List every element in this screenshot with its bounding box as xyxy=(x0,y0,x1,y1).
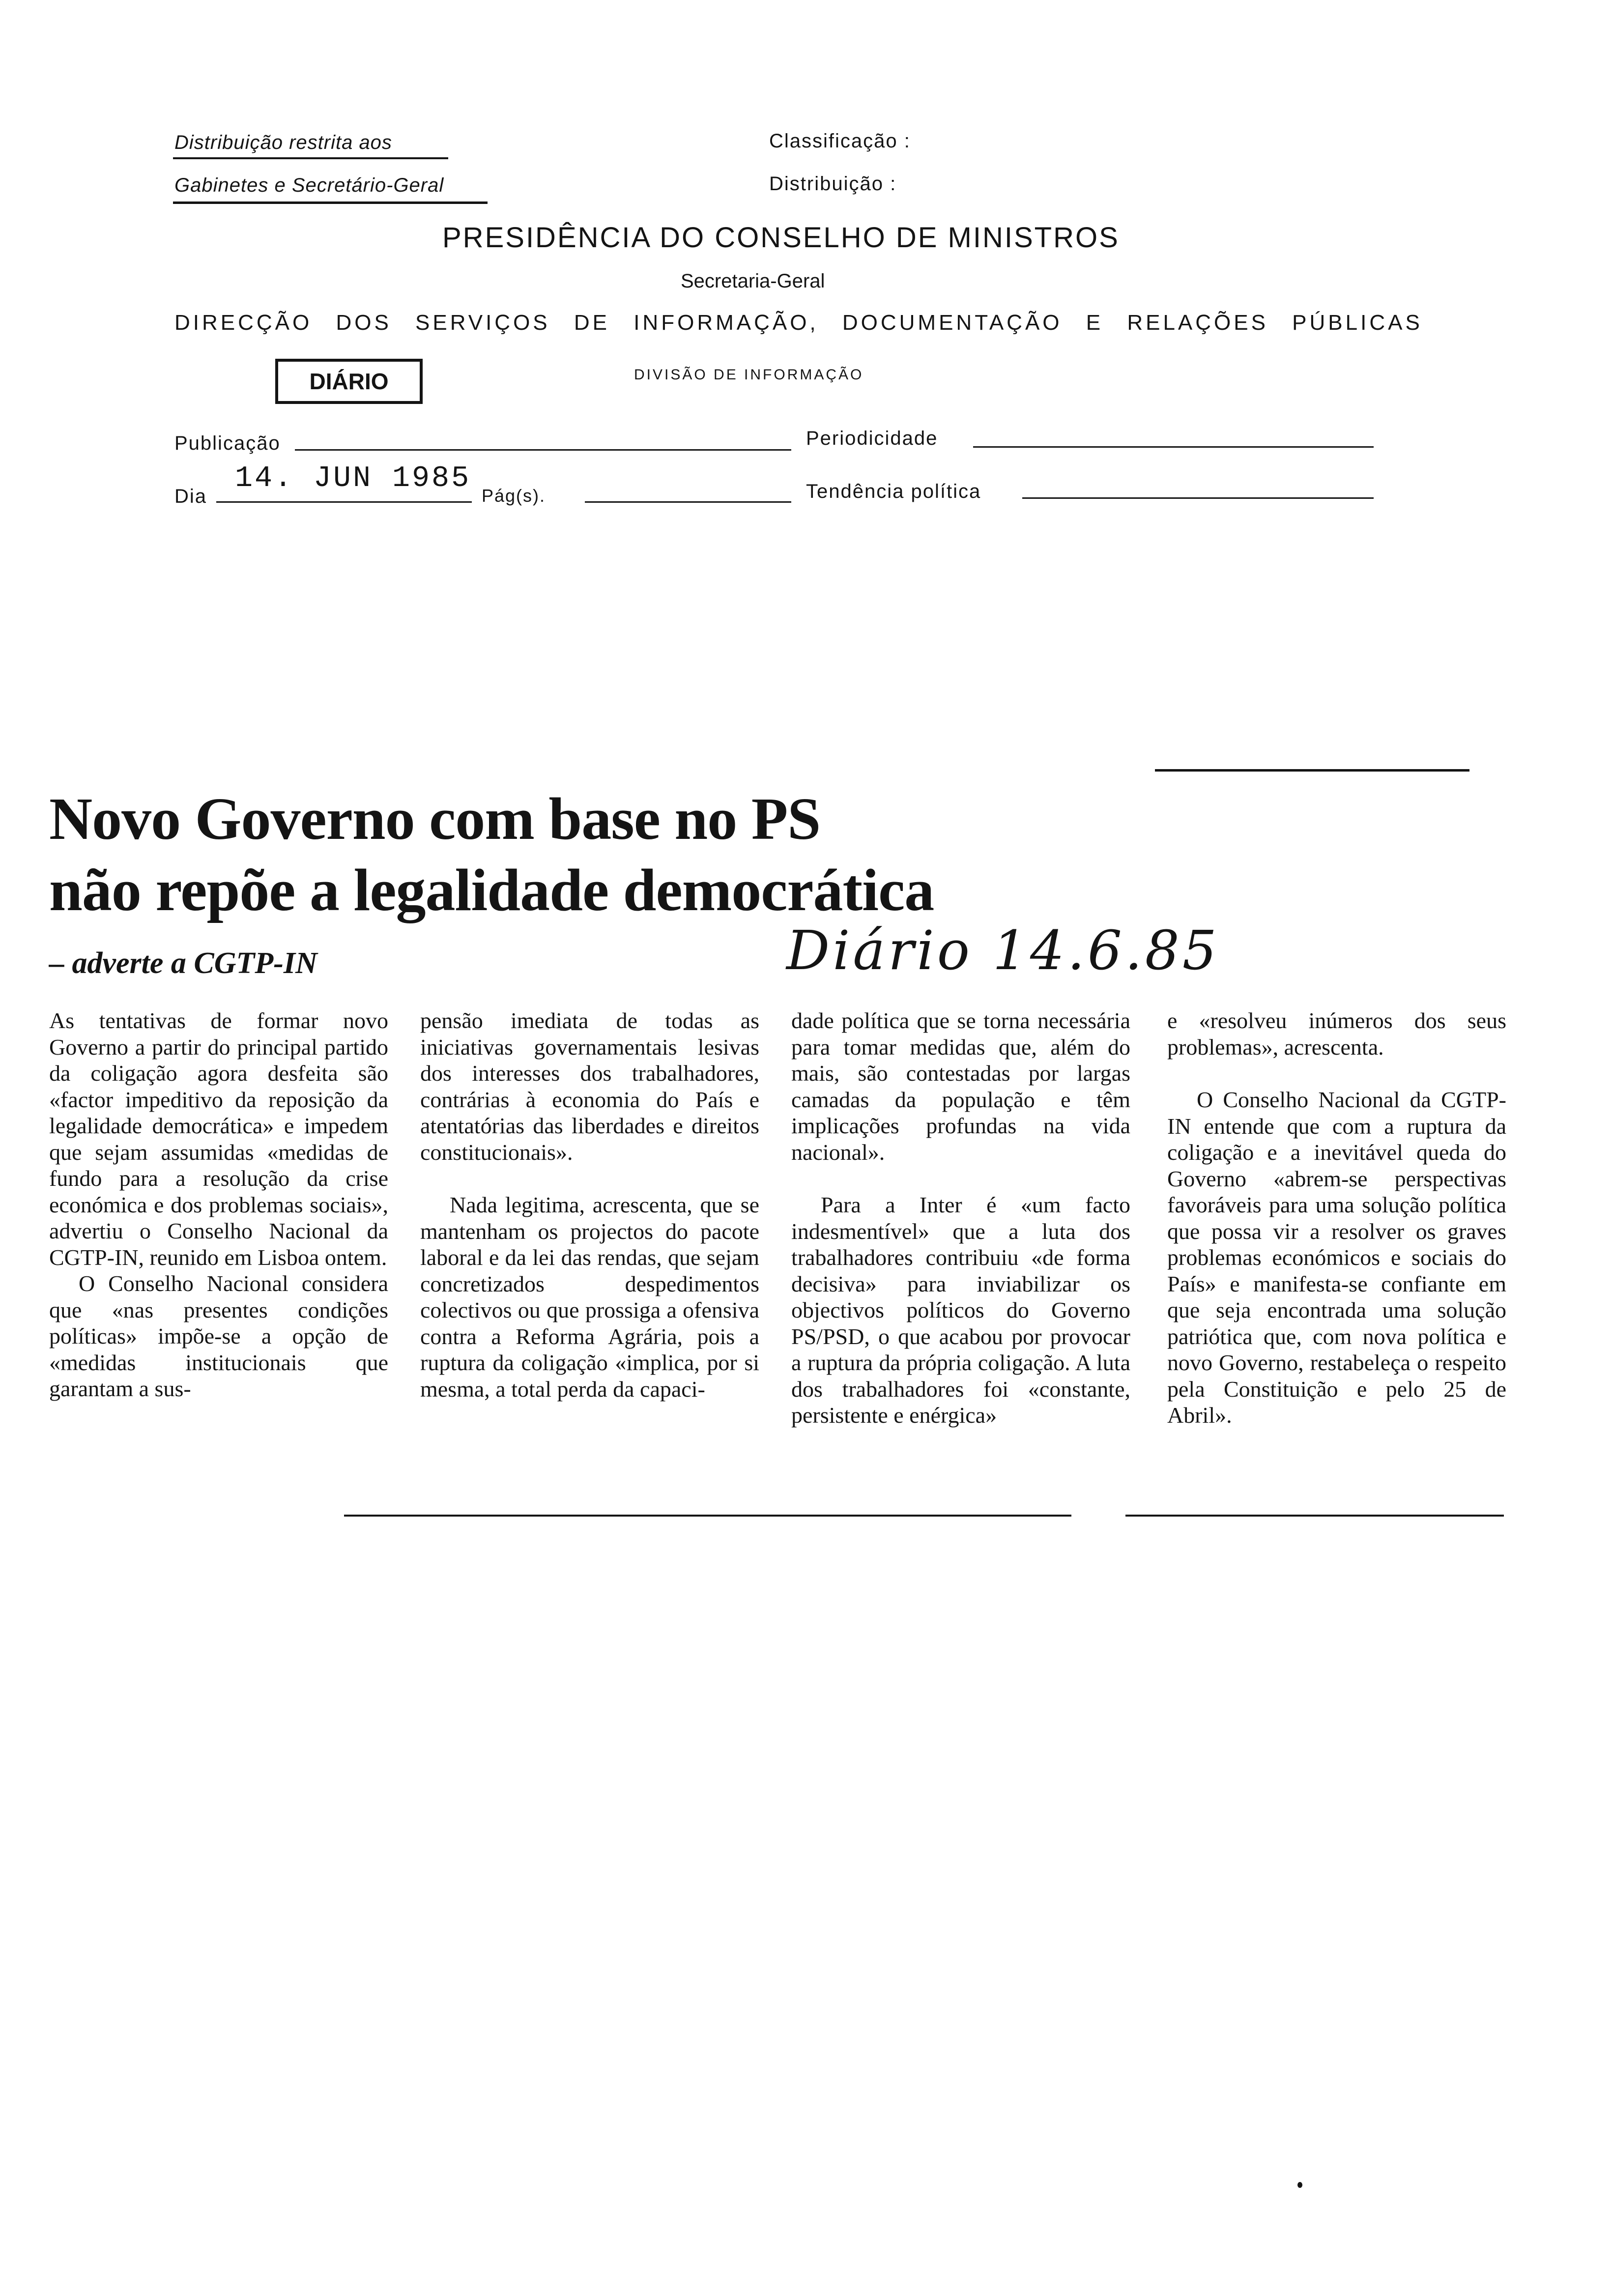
article-subhead: – adverte a CGTP-IN xyxy=(49,947,317,980)
org-subtitle: Secretaria-Geral xyxy=(681,270,825,292)
restricted-underline-1 xyxy=(173,157,448,159)
paragraph: dade política que se torna necessária para tomar medidas que, além do mais, são contestadas por largas camadas da população e têm implicações profundas na vida nacional». xyxy=(791,1008,1130,1165)
headline-line-2: não repõe a legalidade democrática xyxy=(49,857,934,923)
org-title: PRESIDÊNCIA DO CONSELHO DE MINISTROS xyxy=(442,222,1120,254)
tendencia-blank-line xyxy=(1022,497,1374,499)
dia-label: Dia xyxy=(174,486,207,507)
periodicidade-label: Periodicidade xyxy=(806,428,938,449)
distribuicao-label: Distribuição : xyxy=(769,173,897,195)
paragraph: As tentativas de formar novo Governo a partir do principal partido da coligação agora desfeita são «factor impeditivo da reposição da legalidade democrática» e impedem que sejam assumidas «medidas de fundo para a resolução da crise económica e dos problemas sociais», advertiu o Conselho Nacional da CGTP-IN, reunido em Lisboa ontem. xyxy=(49,1008,388,1270)
dia-blank-line xyxy=(216,501,472,503)
bottom-rule-right xyxy=(1125,1515,1504,1517)
dia-date-stamp: 14. JUN 1985 xyxy=(235,462,471,495)
top-right-rule xyxy=(1155,769,1469,772)
bottom-rule-left xyxy=(344,1515,1071,1517)
paragraph: Nada legitima, acrescenta, que se mantenham os projectos do pacote laboral e da lei das rendas, que sejam concretizados despedimentos colectivos ou que prossiga a ofensiva contra a Reforma Agrária, pois a ruptura da coligação «implica, por si mesma, a total perda da capaci- xyxy=(420,1192,759,1402)
article-column-3 xyxy=(791,1007,1130,1429)
periodicidade-blank-line xyxy=(973,446,1374,448)
publicacao-blank-line xyxy=(295,449,791,451)
restricted-line-2: Gabinetes e Secretário-Geral xyxy=(174,174,444,196)
source-stamp: DIÁRIO xyxy=(275,359,423,404)
headline-line-1: Novo Governo com base no PS xyxy=(49,786,821,852)
classificacao-label: Classificação : xyxy=(769,130,911,152)
paragraph: O Conselho Nacional considera que «nas presentes condições políticas» impõe-se a opção de «medidas institucionais que garantam a sus- xyxy=(49,1271,388,1401)
division-label: DIVISÃO DE INFORMAÇÃO xyxy=(634,367,864,383)
publicacao-label: Publicação xyxy=(174,432,281,454)
article-column-4 xyxy=(1167,1007,1506,1429)
handwritten-source-note: Diário 14.6.85 xyxy=(786,919,1220,982)
pags-label: Pág(s). xyxy=(482,486,546,506)
tendencia-label: Tendência política xyxy=(806,481,981,502)
directorate-line: DIRECÇÃO DOS SERVIÇOS DE INFORMAÇÃO, DOCUMENTAÇÃO E RELAÇÕES PÚBLICAS xyxy=(174,311,1423,335)
stray-ink-dot xyxy=(1297,2182,1302,2188)
restricted-underline-2 xyxy=(173,201,488,204)
article-column-1 xyxy=(49,1007,388,1402)
paragraph: O Conselho Nacional da CGTP-IN entende que com a ruptura da coligação e a inevitável queda do Governo «abrem-se perspectivas favoráveis para uma solução política que possa vir a resolver os graves problemas económicos e sociais do País» e manifesta-se confiante em que seja encontrada uma solução patriótica que, com nova política e novo Governo, restabeleça o respeito pela Constituição e pelo 25 de Abril». xyxy=(1167,1087,1506,1428)
paragraph: pensão imediata de todas as iniciativas governamentais lesivas dos interesses dos trabalhadores, contrárias à economia do País e atentatórias das liberdades e direitos constitucionais». xyxy=(420,1008,759,1165)
article-column-2 xyxy=(420,1007,759,1402)
pags-blank-line xyxy=(585,501,791,503)
paragraph: e «resolveu inúmeros dos seus problemas», acrescenta. xyxy=(1167,1008,1506,1060)
paragraph: Para a Inter é «um facto indesmentível» que a luta dos trabalhadores contribuiu «de forma decisiva» para inviabilizar os objectivos políticos do Governo PS/PSD, o que acabou por provocar a ruptura da própria coligação. A luta dos trabalhadores foi «constante, persistente e enérgica» xyxy=(791,1192,1130,1428)
restricted-line-1: Distribuição restrita aos xyxy=(174,132,392,153)
